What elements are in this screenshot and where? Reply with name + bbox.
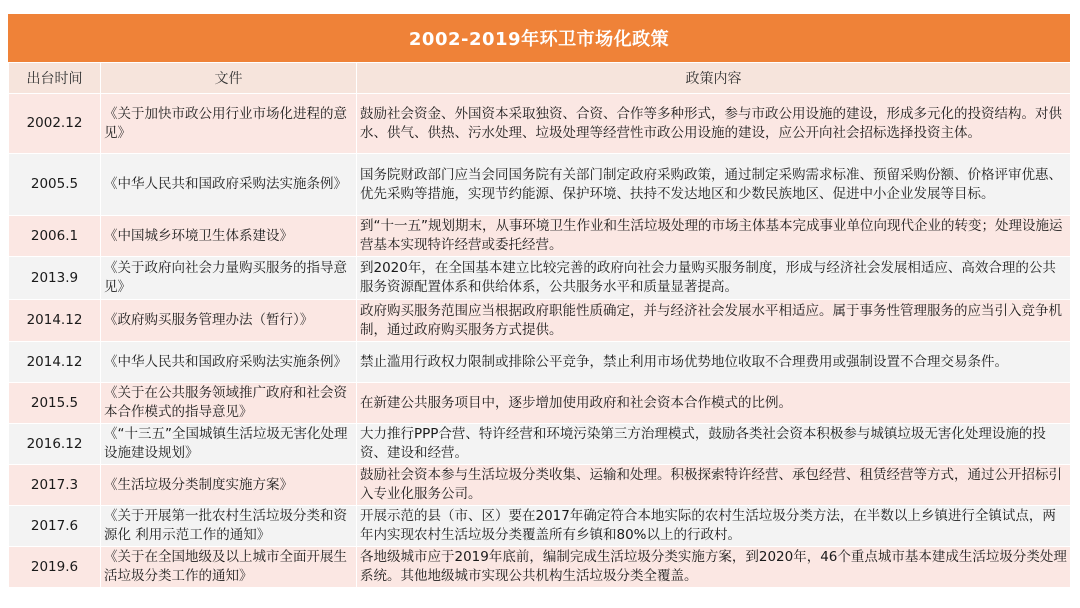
- header-content: 政策内容: [357, 63, 1071, 94]
- row-content: 大力推行PPP合营、特许经营和环境污染第三方治理模式，鼓励各类社会资本积极参与城镇垃圾无害化处理设施的投资、建设和经营。: [357, 424, 1071, 465]
- policy-table-panel: [8, 14, 1070, 588]
- row-date: 2006.1: [9, 216, 101, 257]
- row-date: 2019.6: [9, 547, 101, 588]
- row-file: 《关于政府向社会力量购买服务的指导意见》: [101, 257, 357, 300]
- row-date: 2005.5: [9, 154, 101, 216]
- table-row: [9, 216, 1071, 257]
- table-row: [9, 342, 1071, 383]
- row-file: 《“十三五”全国城镇生活垃圾无害化处理设施建设规划》: [101, 424, 357, 465]
- row-date: 2015.5: [9, 383, 101, 424]
- table-title: 2002-2019年环卫市场化政策: [8, 14, 1070, 62]
- row-file: 《中华人民共和国政府采购法实施条例》: [101, 154, 357, 216]
- row-file: 《关于开展第一批农村生活垃圾分类和资源化 利用示范工作的通知》: [101, 506, 357, 547]
- row-content: 开展示范的县（市、区）要在2017年确定符合本地实际的农村生活垃圾分类方法，在半数以上乡镇进行全镇试点，两年内实现农村生活垃圾分类覆盖所有乡镇和80%以上的行政村。: [357, 506, 1071, 547]
- row-date: 2013.9: [9, 257, 101, 300]
- row-file: 《中国城乡环境卫生体系建设》: [101, 216, 357, 257]
- row-file: 《关于在公共服务领域推广政府和社会资本合作模式的指导意见》: [101, 383, 357, 424]
- row-file: 《生活垃圾分类制度实施方案》: [101, 465, 357, 506]
- row-content: 政府购买服务范围应当根据政府职能性质确定，并与经济社会发展水平相适应。属于事务性管理服务的应当引入竞争机制，通过政府购买服务方式提供。: [357, 300, 1071, 342]
- row-content: 到“十一五”规划期末，从事环境卫生作业和生活垃圾处理的市场主体基本完成事业单位向现代企业的转变；处理设施运营基本实现特许经营或委托经营。: [357, 216, 1071, 257]
- table-row: [9, 424, 1071, 465]
- policy-table: [8, 62, 1071, 588]
- table-row: [9, 465, 1071, 506]
- table-row: [9, 506, 1071, 547]
- row-file: 《中华人民共和国政府采购法实施条例》: [101, 342, 357, 383]
- row-file: 《关于加快市政公用行业市场化进程的意见》: [101, 94, 357, 154]
- header-file: 文件: [101, 63, 357, 94]
- row-date: 2002.12: [9, 94, 101, 154]
- row-date: 2017.3: [9, 465, 101, 506]
- table-row: [9, 154, 1071, 216]
- row-date: 2016.12: [9, 424, 101, 465]
- row-file: 《政府购买服务管理办法（暂行）》: [101, 300, 357, 342]
- row-content: 国务院财政部门应当会同国务院有关部门制定政府采购政策，通过制定采购需求标准、预留采购份额、价格评审优惠、优先采购等措施，实现节约能源、保护环境、扶持不发达地区和少数民族地区、促进中小企业发展等目标。: [357, 154, 1071, 216]
- row-content: 在新建公共服务项目中，逐步增加使用政府和社会资本合作模式的比例。: [357, 383, 1071, 424]
- header-row: [9, 63, 1071, 94]
- row-date: 2017.6: [9, 506, 101, 547]
- table-row: [9, 383, 1071, 424]
- row-date: 2014.12: [9, 300, 101, 342]
- row-content: 禁止滥用行政权力限制或排除公平竞争，禁止利用市场优势地位收取不合理费用或强制设置不合理交易条件。: [357, 342, 1071, 383]
- row-file: 《关于在全国地级及以上城市全面开展生活垃圾分类工作的通知》: [101, 547, 357, 588]
- row-content: 到2020年，在全国基本建立比较完善的政府向社会力量购买服务制度，形成与经济社会发展相适应、高效合理的公共服务资源配置体系和供给体系，公共服务水平和质量显著提高。: [357, 257, 1071, 300]
- row-content: 各地级城市应于2019年底前，编制完成生活垃圾分类实施方案，到2020年，46个重点城市基本建成生活垃圾分类处理系统。其他地级城市实现公共机构生活垃圾分类全覆盖。: [357, 547, 1071, 588]
- table-row: [9, 257, 1071, 300]
- table-row: [9, 547, 1071, 588]
- header-date: 出台时间: [9, 63, 101, 94]
- table-row: [9, 300, 1071, 342]
- row-content: 鼓励社会资金、外国资本采取独资、合资、合作等多种形式，参与市政公用设施的建设，形成多元化的投资结构。对供水、供气、供热、污水处理、垃圾处理等经营性市政公用设施的建设，应公开向社会招标选择投资主体。: [357, 94, 1071, 154]
- row-content: 鼓励社会资本参与生活垃圾分类收集、运输和处理。积极探索特许经营、承包经营、租赁经营等方式，通过公开招标引入专业化服务公司。: [357, 465, 1071, 506]
- table-row: [9, 94, 1071, 154]
- row-date: 2014.12: [9, 342, 101, 383]
